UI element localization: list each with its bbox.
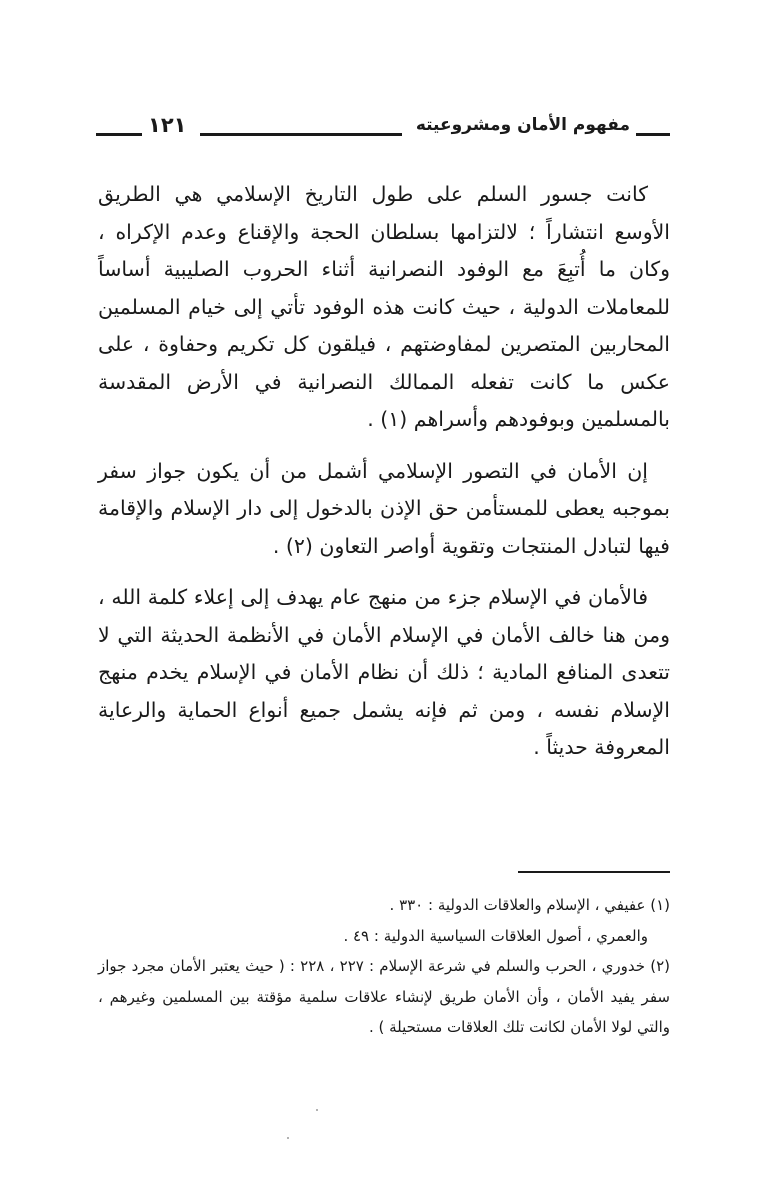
scan-speck: [287, 1137, 289, 1139]
header-title: مفهوم الأمان ومشروعيته: [415, 115, 630, 135]
header-rule-right: [636, 133, 670, 136]
header-rule-middle: [200, 133, 401, 136]
footnote-1: (١) عفيفي ، الإسلام والعلاقات الدولية : ٣٣٠ .: [389, 896, 670, 914]
running-header: [96, 110, 670, 140]
page-number: ١٢١: [148, 113, 187, 137]
paragraph-2: إن الأمان في التصور الإسلامي أشمل من أن يكون جواز سفر بموجبه يعطى للمستأمن حق الإذن بالدخول إلى دار الإسلام والإقامة فيها لتبادل المنتجات وتقوية أواصر التعاون (٢) .: [98, 458, 670, 558]
scan-speck: [316, 1109, 318, 1111]
paragraph-3: فالأمان في الإسلام جزء من منهج عام يهدف إلى إعلاء كلمة الله ، ومن هنا خالف الأمان في الإسلام الأمان في الأنظمة الحديثة التي لا تتعدى المنافع المادية ؛ ذلك أن نظام الأمان في الإسلام يخدم منهج الإسلام نفسه ، ومن ثم فإنه يشمل جميع أنواع الحماية والرعاية المعروفة حديثاً .: [98, 585, 670, 759]
paragraph-1: كانت جسور السلم على طول التاريخ الإسلامي هي الطريق الأوسع انتشاراً ؛ لالتزامها بسلطان الحجة والإقناع وعدم الإكراه ، وكان ما أُتبِعَ مع الوفود النصرانية أثناء الحروب الصليبية أساساً للمعاملات الدولية ، حيث كانت هذه الوفود تأتي إلى خيام المسلمين المحاربين المتصرين لمفاوضتهم ، فيلقون كل تكريم وحفاوة ، على عكس ما كانت تفعله الممالك النصرانية في الأرض المقدسة بالمسلمين وبوفودهم وأسراهم (١) .: [98, 182, 670, 431]
footnote-1-continuation: والعمري ، أصول العلاقات السياسية الدولية : ٤٩ .: [343, 926, 648, 945]
header-rule-left: [96, 133, 142, 136]
footnote-separator: [518, 871, 670, 873]
main-text: [98, 176, 670, 781]
footnote-2: (٢) خدوري ، الحرب والسلم في شرعة الإسلام : ٢٢٧ ، ٢٢٨ : ( حيث يعتبر الأمان مجرد جواز سفر يفيد الأمان ، وأن الأمان طريق لإنشاء علاقات سلمية مؤقتة بين المسلمين وغيرهم ، والتي لولا الأمان لكانت تلك العلاقات مستحيلة ) .: [98, 957, 671, 1036]
footnotes: [98, 890, 670, 1043]
